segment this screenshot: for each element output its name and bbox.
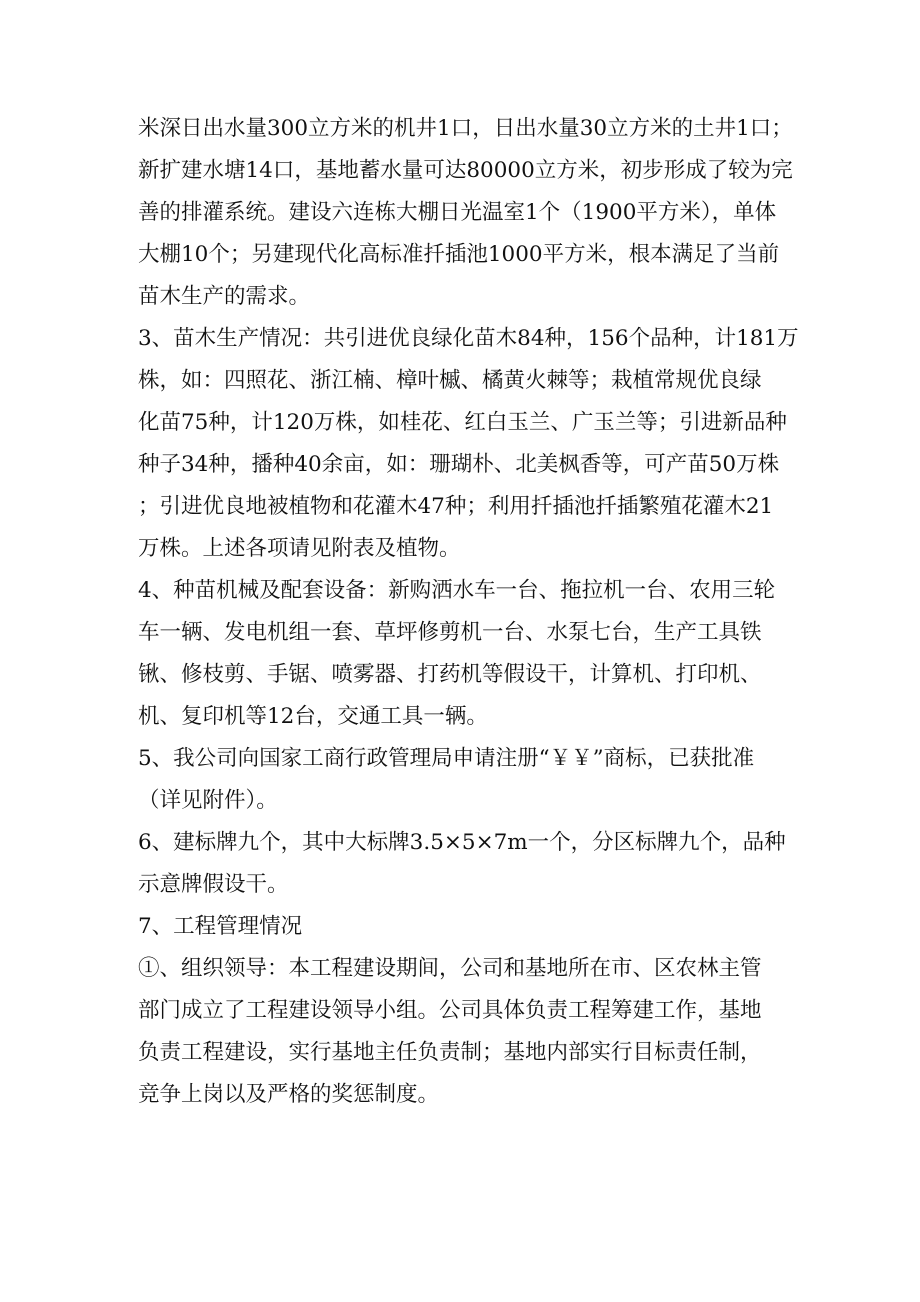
text-line: 米深日出水量300立方米的机井1口，日出水量30立方米的土井1口； bbox=[138, 116, 793, 141]
text-line: 锹、修枝剪、手锯、喷雾器、打药机等假设干，计算机、打印机、 bbox=[138, 662, 762, 687]
text-line: 种子34种，播种40余亩，如：珊瑚朴、北美枫香等，可产苗50万株 bbox=[138, 452, 780, 477]
text-line: 7、工程管理情况 bbox=[138, 914, 303, 939]
text-line: 部门成立了工程建设领导小组。公司具体负责工程筹建工作，基地 bbox=[138, 998, 762, 1023]
text-line: 新扩建水塘14口，基地蓄水量可达80000立方米，初步形成了较为完 bbox=[138, 158, 793, 183]
text-line: （详见附件）。 bbox=[138, 788, 278, 813]
text-line: 大棚10个；另建现代化高标准扦插池1000平方米，根本满足了当前 bbox=[138, 242, 780, 267]
text-line: ①、组织领导：本工程建设期间，公司和基地所在市、区农林主管 bbox=[138, 956, 762, 981]
text-line: 示意牌假设干。 bbox=[138, 872, 289, 897]
text-line: 5、我公司向国家工商行政管理局申请注册“￥￥”商标，已获批准 bbox=[138, 746, 755, 771]
text-line: 车一辆、发电机组一套、草坪修剪机一台、水泵七台，生产工具铁 bbox=[138, 620, 762, 645]
text-line: 机、复印机等12台，交通工具一辆。 bbox=[138, 704, 488, 729]
text-line: 6、建标牌九个，其中大标牌3.5×5×7m一个，分区标牌九个，品种 bbox=[138, 830, 786, 855]
text-line: 竞争上岗以及严格的奖惩制度。 bbox=[138, 1082, 440, 1107]
text-line: ；引进优良地被植物和花灌木47种；利用扦插池扦插繁殖花灌木21 bbox=[138, 494, 774, 519]
text-line: 株，如：四照花、浙江楠、樟叶槭、橘黄火棘等；栽植常规优良绿 bbox=[138, 368, 762, 393]
text-line: 万株。上述各项请见附表及植物。 bbox=[138, 536, 461, 561]
text-line: 4、种苗机械及配套设备：新购洒水车一台、拖拉机一台、农用三轮 bbox=[138, 578, 776, 603]
text-line: 化苗75种，计120万株，如桂花、红白玉兰、广玉兰等；引进新品种 bbox=[138, 410, 787, 435]
text-line: 负责工程建设，实行基地主任负责制；基地内部实行目标责任制， bbox=[138, 1040, 762, 1065]
text-line: 善的排灌系统。建设六连栋大棚日光温室1个（1900平方米），单体 bbox=[138, 200, 777, 225]
text-line: 3、苗木生产情况：共引进优良绿化苗木84种，156个品种，计181万 bbox=[138, 326, 799, 351]
document-body bbox=[138, 108, 798, 1116]
text-line: 苗木生产的需求。 bbox=[138, 284, 311, 309]
